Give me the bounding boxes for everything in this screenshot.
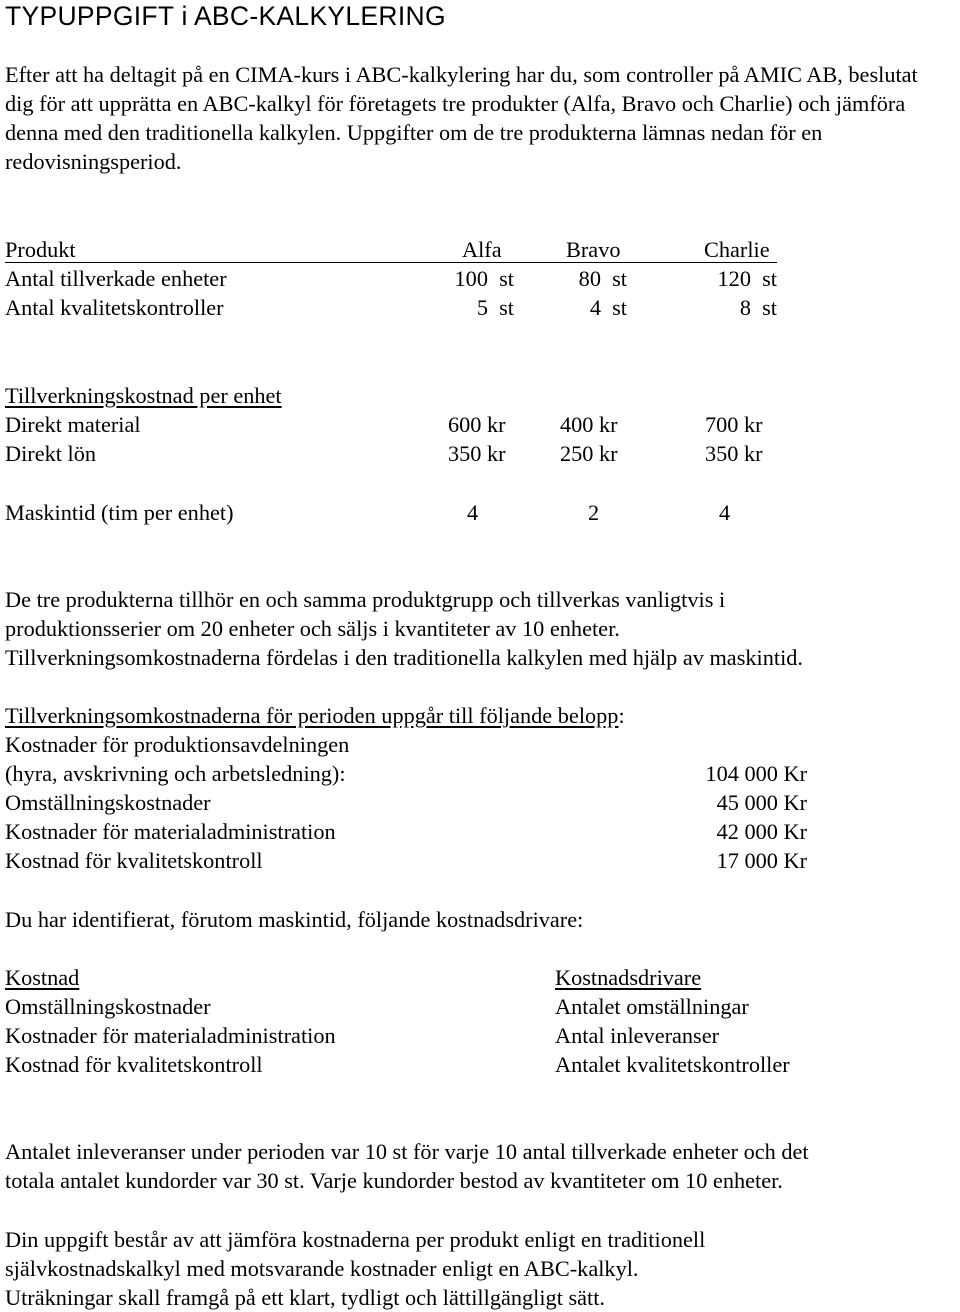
product-row-bravo: 4 st xyxy=(589,295,627,320)
product-row-alfa: 5 st xyxy=(476,295,514,320)
cost-table-heading: Tillverkningskostnad per enhet xyxy=(5,383,282,408)
overhead-item-label: Omställningskostnader xyxy=(5,790,211,815)
cost-row-bravo: 250 kr xyxy=(560,441,618,466)
driver-row-driver: Antal inleveranser xyxy=(555,1023,720,1048)
driver-row-cost: Kostnader för materialadministration xyxy=(5,1023,336,1048)
overhead-line: Kostnader för produktionsavdelningen xyxy=(5,732,350,757)
machine-time-alfa: 4 xyxy=(467,500,479,525)
machine-time-bravo: 2 xyxy=(588,500,600,525)
machine-time-label: Maskintid (tim per enhet) xyxy=(5,500,234,525)
product-row-charlie: 120 st xyxy=(717,266,777,291)
paragraph-line: Antalet inleveranser under perioden var 10 st för varje 10 antal tillverkade enheter och det xyxy=(5,1139,809,1164)
driver-row-cost: Omställningskostnader xyxy=(5,994,211,1019)
document-title: TYPUPPGIFT i ABC-KALKYLERING xyxy=(5,1,446,31)
overhead-heading-colon: : xyxy=(618,703,625,728)
product-row-label: Antal tillverkade enheter xyxy=(5,266,227,291)
paragraph-line: Tillverkningsomkostnaderna fördelas i den traditionella kalkylen med hjälp av maskintid. xyxy=(5,645,803,670)
drivers-col-cost: Kostnad xyxy=(5,965,80,990)
driver-row-driver: Antalet kvalitetskontroller xyxy=(555,1052,790,1077)
product-header-alfa: Alfa xyxy=(462,237,502,262)
driver-row-driver: Antalet omställningar xyxy=(555,994,749,1019)
overhead-item-label: Kostnad för kvalitetskontroll xyxy=(5,848,263,873)
intro-paragraph: Efter att ha deltagit på en CIMA-kurs i ABC-kalkylering har du, som controller på AMIC AB, beslutat dig för att upprätta en ABC-kalkyl för företagets tre produkter (Alfa, Bravo och Charlie) och jämföra denna med den traditionella kalkylen. Uppgifter om de tre produkterna lämnas nedan för en redovisningsperiod. xyxy=(5,62,918,174)
product-row-charlie: 8 st xyxy=(739,295,777,320)
product-header-label: Produkt xyxy=(5,237,76,262)
overhead-item-amount: 45 000 Kr xyxy=(716,790,807,815)
product-row-label: Antal kvalitetskontroller xyxy=(5,295,224,320)
drivers-intro: Du har identifierat, förutom maskintid, följande kostnadsdrivare: xyxy=(5,907,584,932)
overhead-heading xyxy=(5,701,625,730)
overhead-heading-text: Tillverkningsomkostnaderna för perioden uppgår till följande belopp xyxy=(5,703,619,728)
overhead-item-label: Kostnader för materialadministration xyxy=(5,819,336,844)
paragraph-line: Uträkningar skall framgå på ett klart, tydligt och lättillgängligt sätt. xyxy=(5,1285,606,1310)
driver-row-cost: Kostnad för kvalitetskontroll xyxy=(5,1052,263,1077)
overhead-item-amount: 104 000 Kr xyxy=(705,761,807,786)
cost-row-charlie: 350 kr xyxy=(705,441,763,466)
paragraph-line: totala antalet kundorder var 30 st. Varje kundorder bestod av kvantiteter om 10 enheter. xyxy=(5,1168,783,1193)
product-header-bravo: Bravo xyxy=(566,237,621,262)
overhead-item-amount: 42 000 Kr xyxy=(716,819,807,844)
table-header-rule xyxy=(5,262,777,263)
cost-row-alfa: 350 kr xyxy=(448,441,506,466)
cost-row-bravo: 400 kr xyxy=(560,412,618,437)
product-row-alfa: 100 st xyxy=(454,266,514,291)
paragraph-line: De tre produkterna tillhör en och samma produktgrupp och tillverkas vanligtvis i xyxy=(5,587,726,612)
paragraph-line: Din uppgift består av att jämföra kostnaderna per produkt enligt en traditionell xyxy=(5,1227,706,1252)
cost-row-label: Direkt material xyxy=(5,412,141,437)
product-row-bravo: 80 st xyxy=(578,266,627,291)
cost-row-alfa: 600 kr xyxy=(448,412,506,437)
machine-time-charlie: 4 xyxy=(719,500,731,525)
product-header-charlie: Charlie xyxy=(704,237,770,262)
overhead-item-label: (hyra, avskrivning och arbetsledning): xyxy=(5,761,346,786)
paragraph-line: produktionsserier om 20 enheter och säljs i kvantiteter av 10 enheter. xyxy=(5,616,620,641)
cost-row-charlie: 700 kr xyxy=(705,412,763,437)
drivers-col-driver: Kostnadsdrivare xyxy=(555,965,702,990)
overhead-item-amount: 17 000 Kr xyxy=(716,848,807,873)
cost-row-label: Direkt lön xyxy=(5,441,97,466)
paragraph-line: självkostnadskalkyl med motsvarande kostnader enligt en ABC-kalkyl. xyxy=(5,1256,639,1281)
